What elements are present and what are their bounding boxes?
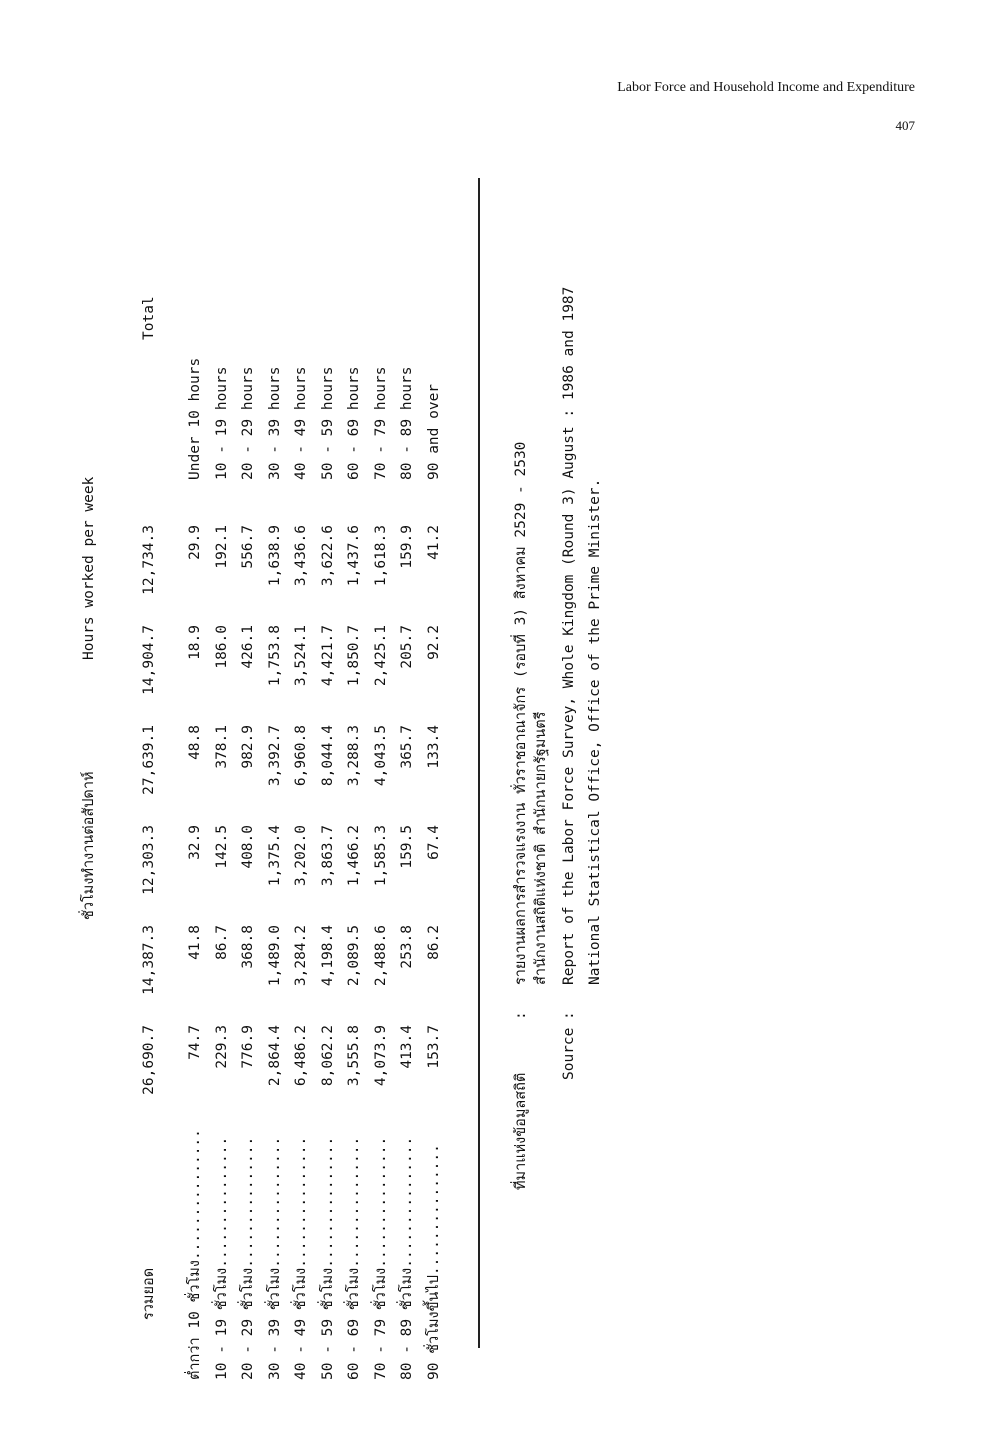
table-cell: 3,863.7: [319, 825, 336, 887]
source-th-colon: :: [513, 1011, 529, 1020]
total-value: 14,387.3: [141, 925, 157, 995]
table-cell: 3,555.8: [346, 1025, 362, 1087]
table-cell: 4,421.7: [319, 625, 336, 687]
row-label-th: 30 - 39 ชั่วโมง...............: [266, 1136, 283, 1380]
table-cell: 2,089.5: [346, 925, 362, 987]
row-label-th: 60 - 69 ชั่วโมง...............: [346, 1136, 362, 1380]
group-title-th: ชั่วโมงทำงานต่อสัปดาห์: [81, 771, 97, 920]
table-cell: 159.9: [399, 525, 415, 569]
table-cell: 1,618.3: [372, 525, 389, 587]
row-label-th: 10 - 19 ชั่วโมง...............: [213, 1136, 230, 1380]
row-label-en: 30 - 39 hours: [266, 366, 283, 480]
table-cell: 159.5: [399, 825, 415, 869]
table-cell: 18.9: [187, 625, 203, 660]
row-label-en: 90 and over: [425, 383, 442, 480]
row-label-en: 60 - 69 hours: [346, 366, 362, 480]
source-en-colon: :: [561, 1011, 577, 1020]
source-th-text: รายงานผลการสำรวจแรงงาน ทั่วราชอาณาจักร (รอบที่ 3) สิงหาคม 2529 - 2530: [513, 441, 529, 985]
table-cell: 41.8: [187, 925, 203, 960]
table-cell: 2,425.1: [372, 625, 389, 687]
row-label-en: 20 - 29 hours: [240, 366, 256, 480]
group-title-en: Hours worked per week: [81, 476, 97, 660]
page-header: Labor Force and Household Income and Expenditure: [617, 80, 915, 95]
table-cell: 205.7: [399, 625, 415, 669]
table-cell: 3,288.3: [346, 725, 362, 787]
source-th-text2: สำนักงานสถิติแห่งชาติ สำนักนายกรัฐมนตรี: [533, 711, 549, 985]
row-label-en: 70 - 79 hours: [372, 366, 389, 480]
row-label-th: 70 - 79 ชั่วโมง...............: [372, 1136, 389, 1380]
total-value: 27,639.1: [141, 725, 157, 795]
table-cell: 365.7: [399, 725, 415, 769]
table-cell: 426.1: [240, 625, 256, 669]
table-cell: 29.9: [187, 525, 203, 560]
table-cell: 368.8: [240, 925, 256, 969]
table-cell: 556.7: [240, 525, 256, 569]
total-value: 26,690.7: [141, 1025, 157, 1095]
table-cell: 408.0: [240, 825, 256, 869]
table-cell: 48.8: [187, 725, 203, 760]
total-value: 14,904.7: [141, 625, 157, 695]
table-cell: 982.9: [240, 725, 256, 769]
table-cell: 41.2: [425, 525, 442, 560]
table-cell: 86.7: [213, 925, 230, 960]
table-cell: 2,864.4: [266, 1025, 283, 1087]
table-cell: 378.1: [213, 725, 230, 769]
row-label-en: 50 - 59 hours: [319, 366, 336, 480]
table-cell: 253.8: [399, 925, 415, 969]
table-cell: 4,043.5: [372, 725, 389, 787]
total-label-en: Total: [141, 296, 157, 340]
table-cell: 192.1: [213, 525, 230, 569]
table-cell: 3,622.6: [319, 525, 336, 587]
row-label-en: 80 - 89 hours: [399, 366, 415, 480]
table-cell: 6,486.2: [293, 1025, 309, 1087]
row-label-en: Under 10 hours: [187, 357, 203, 480]
source-th-label: ที่มาแห่งข้อมูลสถิติ: [513, 1072, 529, 1190]
table-cell: 3,392.7: [266, 725, 283, 787]
row-label-en: 40 - 49 hours: [293, 366, 309, 480]
row-label-th: ต่ำกว่า 10 ชั่วโมง...............: [187, 1129, 203, 1380]
table-cell: 1,850.7: [346, 625, 362, 687]
table-cell: 1,638.9: [266, 525, 283, 587]
total-label-th: รวมยอด: [141, 1267, 157, 1320]
table-cell: 86.2: [425, 925, 442, 960]
row-label-th: 20 - 29 ชั่วโมง...............: [240, 1136, 256, 1380]
divider-line: [478, 178, 480, 1348]
table-cell: 229.3: [213, 1025, 230, 1069]
table-cell: 3,524.1: [293, 625, 309, 687]
row-label-th: 80 - 89 ชั่วโมง...............: [399, 1136, 415, 1380]
table-cell: 6,960.8: [293, 725, 309, 787]
table-cell: 142.5: [213, 825, 230, 869]
table-cell: 3,284.2: [293, 925, 309, 987]
table-cell: 8,044.4: [319, 725, 336, 787]
table-cell: 1,753.8: [266, 625, 283, 687]
table-cell: 413.4: [399, 1025, 415, 1069]
source-en-text2: National Statistical Office, Office of the Prime Minister.: [587, 478, 603, 985]
table-cell: 4,073.9: [372, 1025, 389, 1087]
row-label-en: 10 - 19 hours: [213, 366, 230, 480]
row-label-th: 40 - 49 ชั่วโมง...............: [293, 1136, 309, 1380]
table-cell: 3,436.6: [293, 525, 309, 587]
table-cell: 1,375.4: [266, 825, 283, 887]
table-cell: 1,466.2: [346, 825, 362, 887]
table-cell: 2,488.6: [372, 925, 389, 987]
table-cell: 186.0: [213, 625, 230, 669]
table-cell: 67.4: [425, 825, 442, 860]
table-cell: 1,437.6: [346, 525, 362, 587]
table-cell: 74.7: [187, 1025, 203, 1060]
source-en-text: Report of the Labor Force Survey, Whole Kingdom (Round 3) August : 1986 and 1987: [561, 286, 577, 985]
total-value: 12,734.3: [141, 525, 157, 595]
table-cell: 32.9: [187, 825, 203, 860]
table-cell: 4,198.4: [319, 925, 336, 987]
row-label-th: 90 ชั่วโมงขึ้นไป...............: [425, 1144, 442, 1380]
table-cell: 1,489.0: [266, 925, 283, 987]
row-label-th: 50 - 59 ชั่วโมง...............: [319, 1136, 336, 1380]
table-cell: 776.9: [240, 1025, 256, 1069]
table-cell: 1,585.3: [372, 825, 389, 887]
page-number: 407: [895, 118, 915, 133]
total-value: 12,303.3: [141, 825, 157, 895]
source-en-label: Source: [561, 1027, 577, 1080]
table-cell: 153.7: [425, 1025, 442, 1069]
table-cell: 3,202.0: [293, 825, 309, 887]
table-cell: 92.2: [425, 625, 442, 660]
table-cell: 8,062.2: [319, 1025, 336, 1087]
table-cell: 133.4: [425, 725, 442, 769]
